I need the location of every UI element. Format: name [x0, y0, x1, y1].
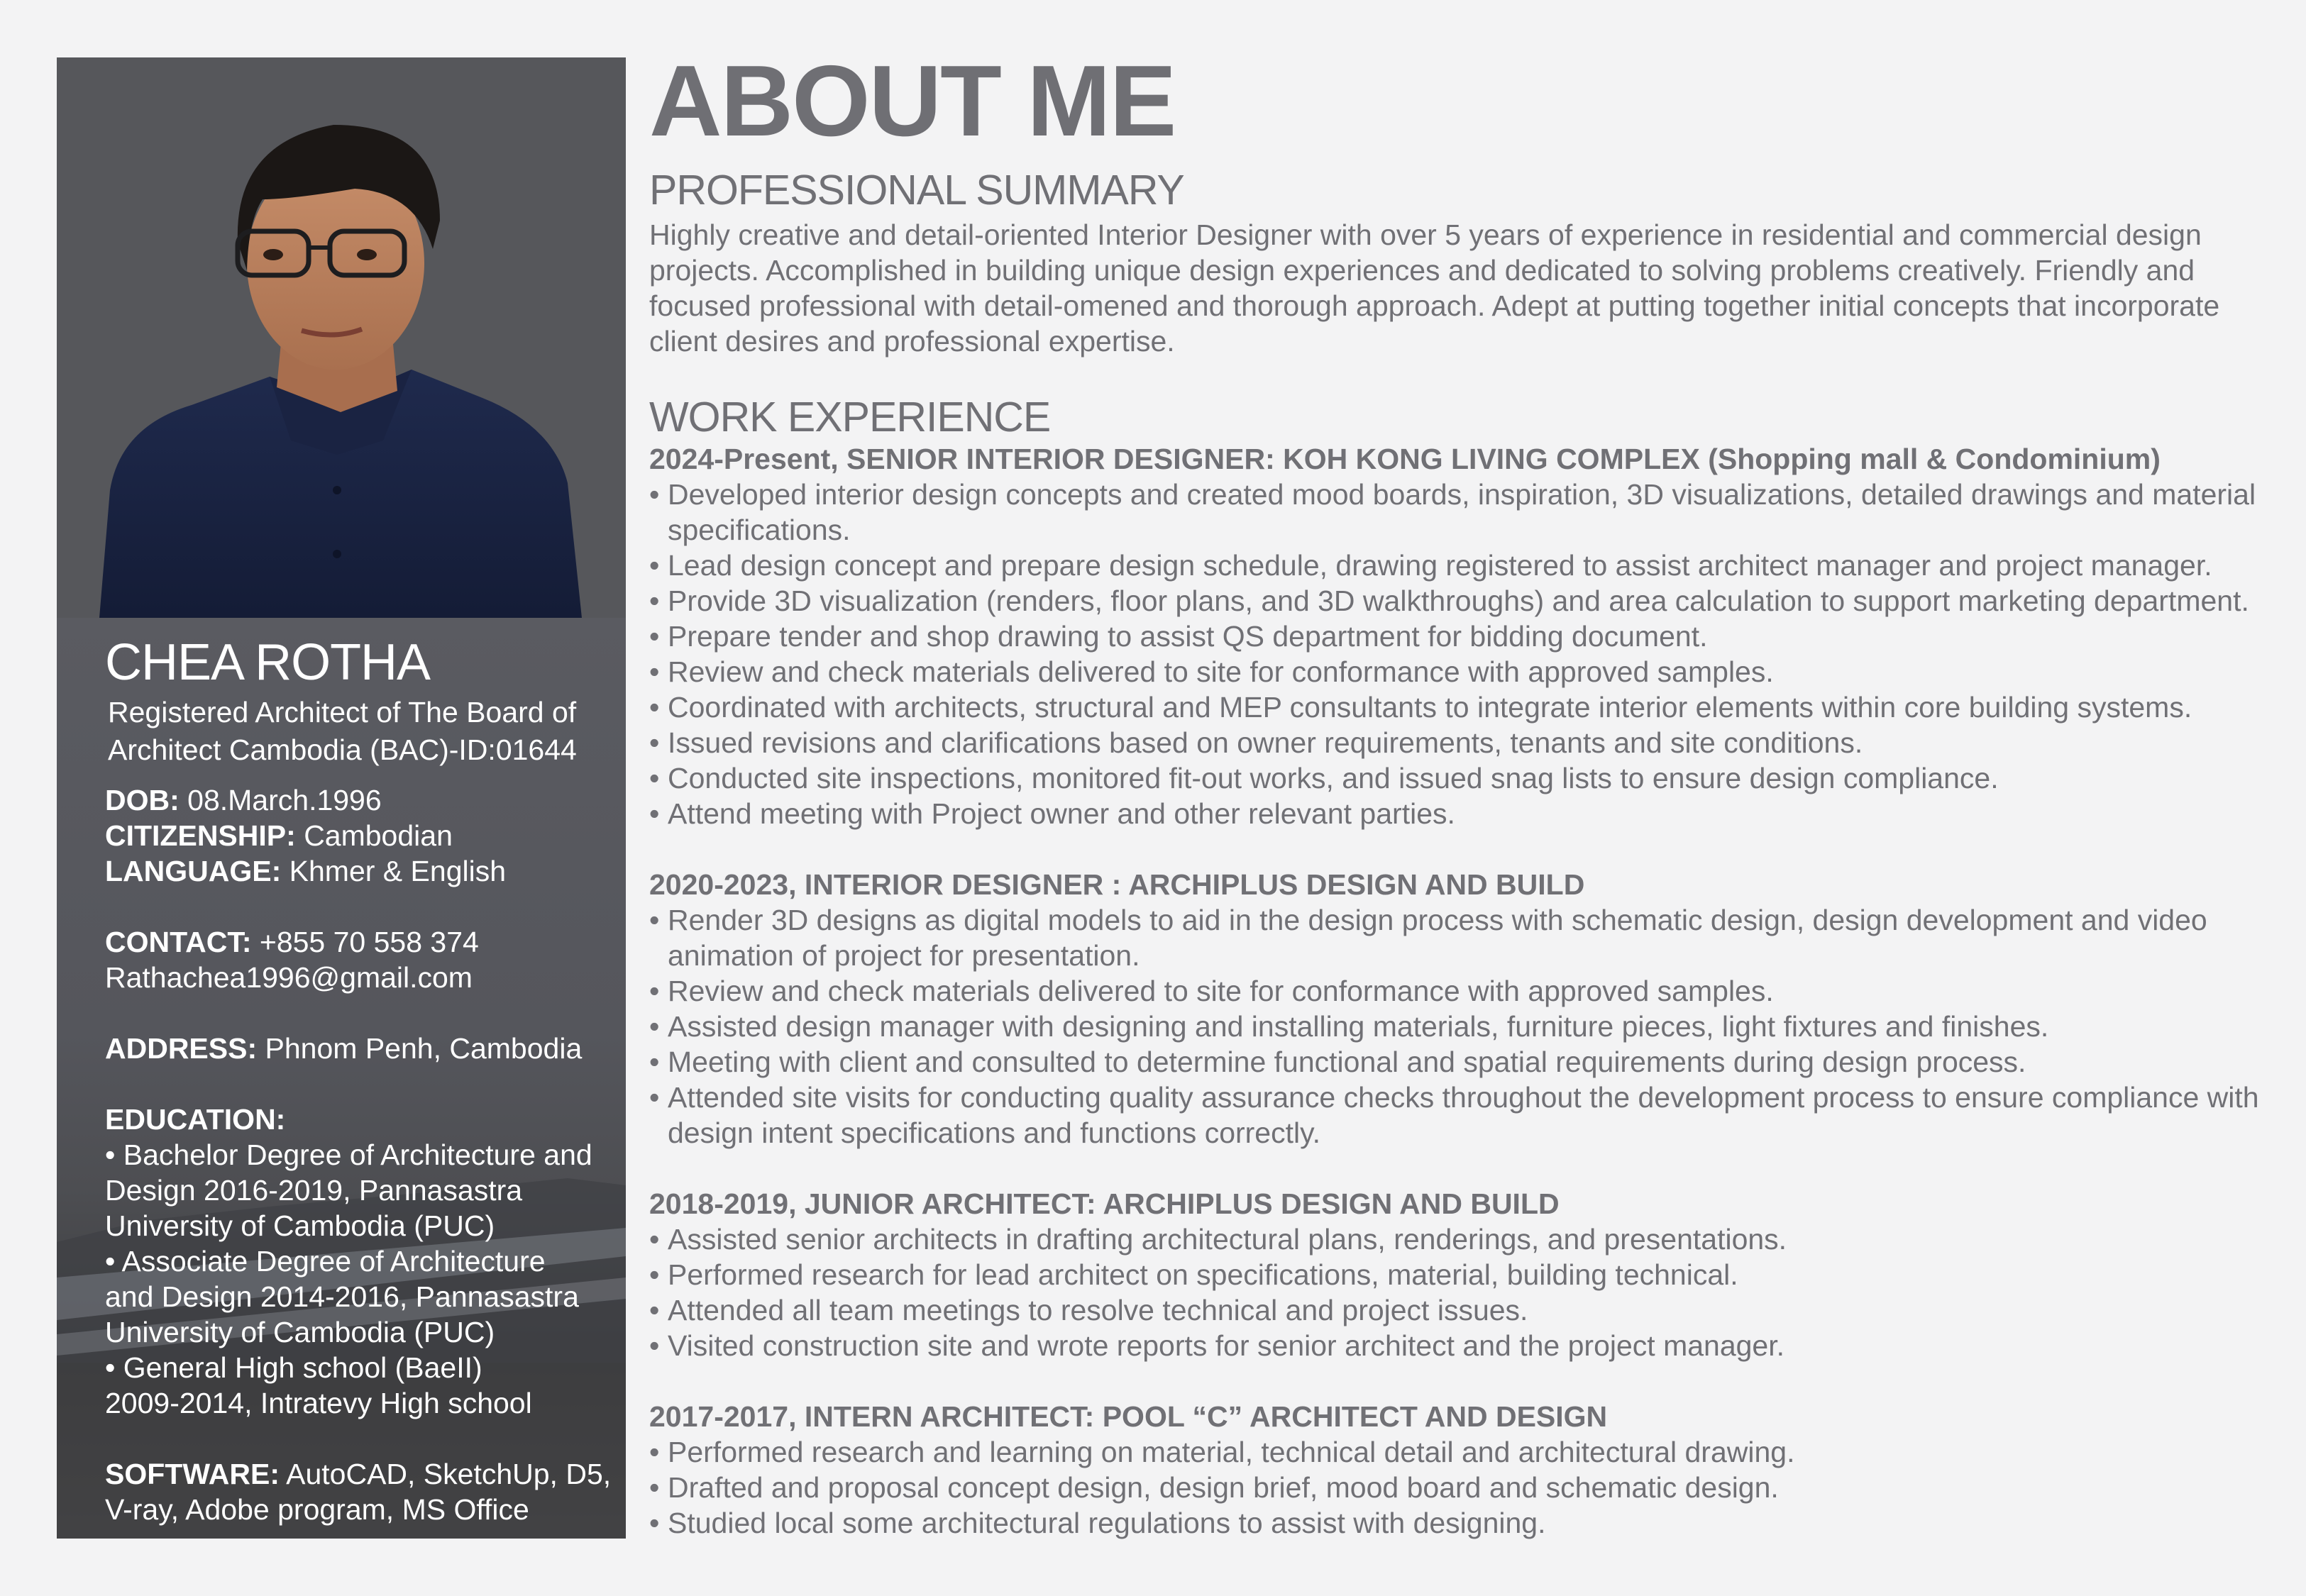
dob-label: DOB: — [105, 784, 180, 816]
bullet-dot-icon: • — [649, 1436, 660, 1468]
job-bullet — [649, 973, 2288, 1009]
job-bullet — [649, 1044, 2288, 1080]
dob-value: 08.March.1996 — [179, 784, 382, 816]
bullet-dot-icon: • — [649, 691, 660, 724]
education-line: and Design 2014-2016, Pannasastra — [105, 1280, 579, 1313]
job-title: 2017-2017, INTERN ARCHITECT: POOL “C” ARCHITECT AND DESIGN — [649, 1400, 1608, 1433]
language-label: LANGUAGE: — [105, 855, 282, 887]
job-bullet-text: Lead design concept and prepare design schedule, drawing registered to assist architect manager and project manager. — [668, 549, 2212, 582]
job-bullet — [649, 902, 2288, 973]
bullet-dot-icon: • — [649, 904, 660, 936]
bullet-dot-icon: • — [649, 1471, 660, 1504]
job-bullets — [649, 902, 2288, 1151]
job-bullet — [649, 760, 2288, 796]
address-field — [105, 1031, 616, 1066]
bullet-dot-icon: • — [649, 1010, 660, 1043]
profile-name: CHEA ROTHA — [105, 634, 431, 691]
job-bullet — [649, 583, 2288, 619]
summary-line: Highly creative and detail-oriented Interior Designer with over 5 years of experience in residential and commercial design — [649, 218, 2202, 251]
bullet-dot-icon: • — [649, 726, 660, 759]
job-bullet — [649, 1257, 2288, 1292]
job-bullet-text: Attended all team meetings to resolve technical and project issues. — [668, 1294, 1528, 1326]
citizenship-label: CITIZENSHIP: — [105, 819, 296, 852]
job-bullet-text: Assisted senior architects in drafting architectural plans, renderings, and presentations. — [668, 1223, 1787, 1256]
job-bullet-text: Visited construction site and wrote reports for senior architect and the project manager. — [668, 1329, 1785, 1362]
job-bullet-text: Studied local some architectural regulations to assist with designing. — [668, 1507, 1546, 1539]
profile-photo — [57, 57, 626, 618]
job-title: 2018-2019, JUNIOR ARCHITECT: ARCHIPLUS DESIGN AND BUILD — [649, 1187, 1560, 1220]
job-bullet-text: Prepare tender and shop drawing to assist QS department for bidding document. — [668, 620, 1708, 653]
job-bullet — [649, 619, 2288, 654]
job-bullet-text: Render 3D designs as digital models to aid in the design process with schematic design, design development and video animation of project for presentation. — [668, 904, 2207, 972]
contact-label: CONTACT: — [105, 926, 252, 958]
job-bullet — [649, 1470, 2288, 1505]
experience-heading: WORK EXPERIENCE — [649, 394, 1051, 440]
bullet-dot-icon: • — [649, 478, 660, 511]
software-label: SOFTWARE: — [105, 1458, 280, 1490]
education-line: University of Cambodia (PUC) — [105, 1209, 495, 1242]
software-field — [105, 1456, 616, 1492]
job-title: 2024-Present, SENIOR INTERIOR DESIGNER: KOH KONG LIVING COMPLEX (Shopping mall & Condominium) — [649, 443, 2161, 475]
page-title: ABOUT ME — [649, 45, 1176, 157]
bullet-dot-icon: • — [649, 1329, 660, 1362]
education-line: Design 2016-2019, Pannasastra — [105, 1174, 523, 1207]
main-content — [649, 45, 2288, 1541]
job-bullet — [649, 1328, 2288, 1363]
job-bullet-text: Review and check materials delivered to site for conformance with approved samples. — [668, 975, 1774, 1007]
bullet-dot-icon: • — [649, 1258, 660, 1291]
job-bullet — [649, 725, 2288, 760]
job-title: 2020-2023, INTERIOR DESIGNER : ARCHIPLUS DESIGN AND BUILD — [649, 868, 1585, 901]
job-bullet — [649, 796, 2288, 831]
job-bullet-text: Issued revisions and clarifications based on owner requirements, tenants and site conditions. — [668, 726, 1863, 759]
bullet-dot-icon: • — [649, 549, 660, 582]
bullet-dot-icon: • — [649, 975, 660, 1007]
contact-field — [105, 924, 616, 960]
job-bullet-text: Performed research and learning on material, technical detail and architectural drawing. — [668, 1436, 1795, 1468]
registration-line-2: Architect Cambodia (BAC)-ID:01644 — [108, 733, 577, 766]
job-list — [649, 441, 2288, 1541]
address-value: Phnom Penh, Cambodia — [257, 1032, 583, 1065]
profile-info — [105, 632, 616, 1527]
bullet-dot-icon: • — [649, 1081, 660, 1114]
education-label: EDUCATION: — [105, 1103, 286, 1136]
bullet-dot-icon: • — [649, 1294, 660, 1326]
job-bullet — [649, 1505, 2288, 1541]
bullet-dot-icon: • — [649, 620, 660, 653]
bullet-dot-icon: • — [649, 584, 660, 617]
email-field[interactable]: Rathachea1996@gmail.com — [105, 961, 473, 994]
bullet-dot-icon: • — [649, 655, 660, 688]
citizenship-field — [105, 818, 616, 853]
citizenship-value: Cambodian — [295, 819, 453, 852]
summary-line: projects. Accomplished in building unique design experiences and dedicated to solving problems creatively. Friendly and — [649, 254, 2195, 287]
bullet-dot-icon: • — [649, 1507, 660, 1539]
job-bullet — [649, 1080, 2288, 1151]
job-bullet-text: Performed research for lead architect on specifications, material, building technical. — [668, 1258, 1738, 1291]
software-value: AutoCAD, SketchUp, D5, — [279, 1458, 612, 1490]
job-bullet — [649, 1434, 2288, 1470]
job-bullet — [649, 1009, 2288, 1044]
job-bullet — [649, 1221, 2288, 1257]
education-line: University of Cambodia (PUC) — [105, 1316, 495, 1348]
job-bullet-text: Review and check materials delivered to site for conformance with approved samples. — [668, 655, 1774, 688]
summary-line: focused professional with detail-omened and thorough approach. Adept at putting together initial concepts that incorporate — [649, 289, 2220, 322]
job-bullets — [649, 477, 2288, 831]
job-entry — [649, 441, 2288, 831]
summary-line: client desires and professional expertise. — [649, 325, 1175, 358]
job-bullet-text: Assisted design manager with designing and installing materials, furniture pieces, light fixtures and finishes. — [668, 1010, 2049, 1043]
education-line: • Bachelor Degree of Architecture and — [105, 1138, 592, 1171]
summary-text — [649, 217, 2288, 359]
language-field — [105, 853, 616, 889]
bullet-dot-icon: • — [649, 1223, 660, 1256]
job-entry — [649, 1186, 2288, 1363]
language-value: Khmer & English — [281, 855, 507, 887]
software-value-line-2: V-ray, Adobe program, MS Office — [105, 1493, 529, 1526]
address-label: ADDRESS: — [105, 1032, 258, 1065]
registration-line-1: Registered Architect of The Board of — [108, 696, 577, 728]
job-bullet-text: Meeting with client and consulted to determine functional and spatial requirements during design process. — [668, 1046, 2026, 1078]
bullet-dot-icon: • — [649, 797, 660, 830]
job-bullet — [649, 689, 2288, 725]
job-bullet — [649, 548, 2288, 583]
dob-field — [105, 782, 616, 818]
job-bullet-text: Conducted site inspections, monitored fit-out works, and issued snag lists to ensure design compliance. — [668, 762, 1999, 794]
job-bullet — [649, 654, 2288, 689]
job-bullets — [649, 1434, 2288, 1541]
job-bullet — [649, 1292, 2288, 1328]
education-line: 2009-2014, Intratevy High school — [105, 1387, 532, 1419]
job-bullets — [649, 1221, 2288, 1363]
job-entry — [649, 867, 2288, 1151]
education-line: • General High school (BaeII) — [105, 1351, 482, 1384]
job-bullet-text: Provide 3D visualization (renders, floor plans, and 3D walkthroughs) and area calculation to support marketing department. — [668, 584, 2249, 617]
job-entry — [649, 1399, 2288, 1541]
summary-heading: PROFESSIONAL SUMMARY — [649, 167, 1184, 214]
job-bullet-text: Coordinated with architects, structural and MEP consultants to integrate interior elements within core building systems. — [668, 691, 2192, 724]
bullet-dot-icon: • — [649, 1046, 660, 1078]
job-bullet-text: Developed interior design concepts and created mood boards, inspiration, 3D visualizations, detailed drawings and material specifications. — [668, 478, 2256, 546]
bullet-dot-icon: • — [649, 762, 660, 794]
profile-sidebar — [57, 57, 626, 1539]
portrait-illustration — [57, 57, 626, 618]
job-bullet — [649, 477, 2288, 548]
job-bullet-text: Drafted and proposal concept design, design brief, mood board and schematic design. — [668, 1471, 1779, 1504]
job-bullet-text: Attend meeting with Project owner and other relevant parties. — [668, 797, 1455, 830]
education-line: • Associate Degree of Architecture — [105, 1245, 546, 1278]
job-bullet-text: Attended site visits for conducting quality assurance checks throughout the development process to ensure compliance with design intent specifications and functions correctly. — [668, 1081, 2259, 1149]
contact-value: +855 70 558 374 — [251, 926, 479, 958]
